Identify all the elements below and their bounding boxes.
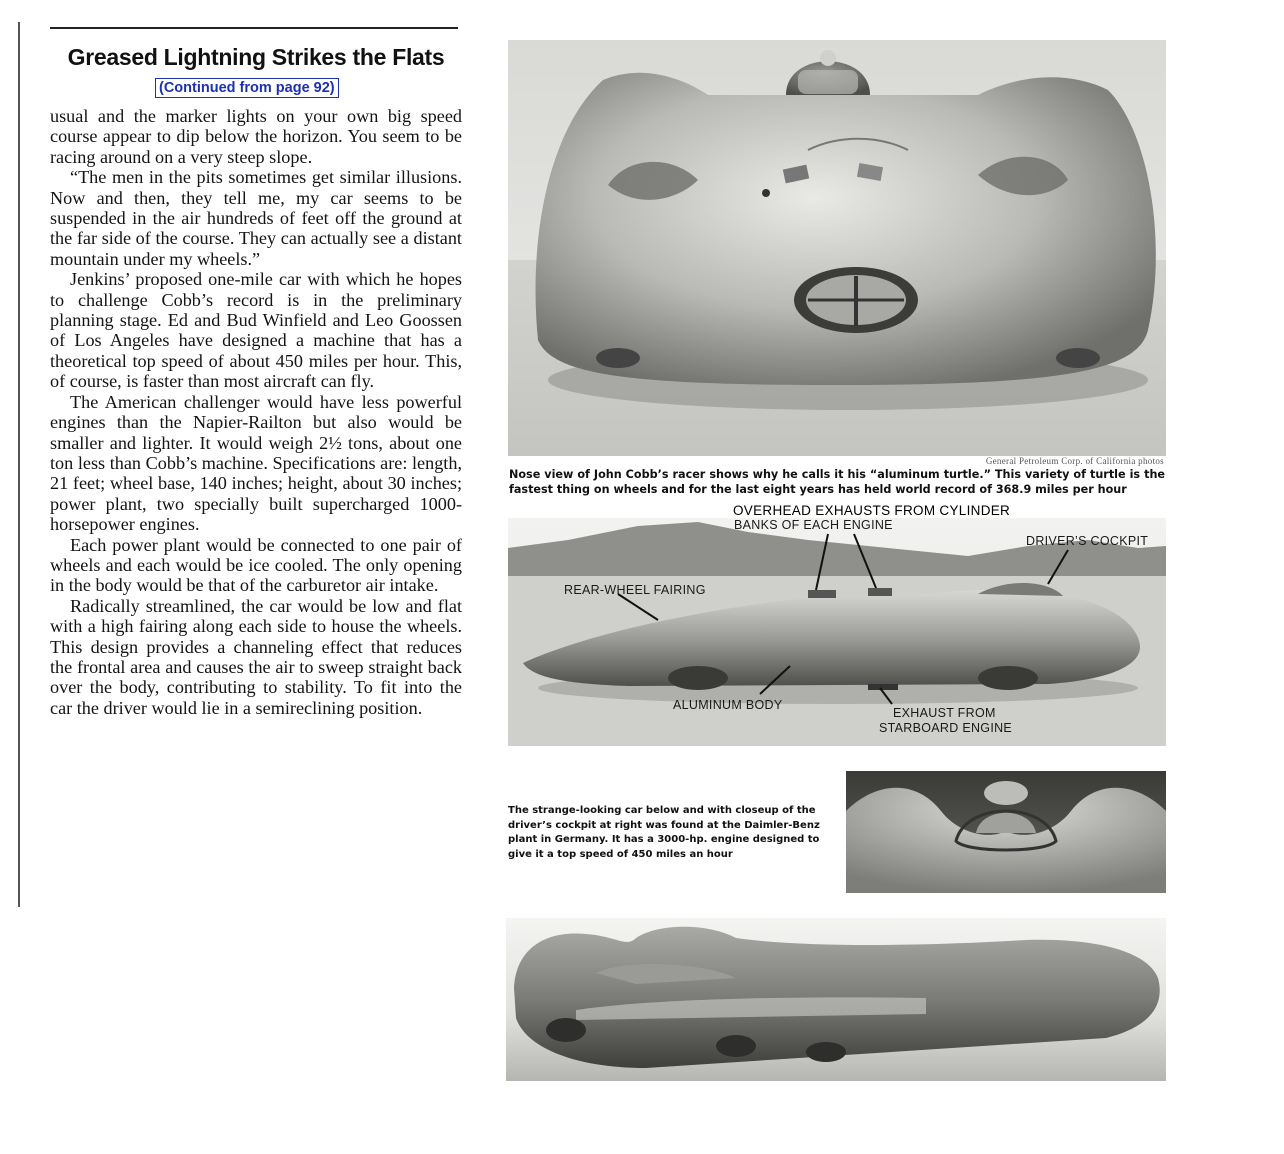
label-aluminum-body: ALUMINUM BODY xyxy=(673,698,783,712)
caption-daimler-benz: The strange-looking car below and with closeup of the driver’s cockpit at right was found at the Daimler-Benz plant in Germany. It has a 3000-hp. engine designed to give it a top speed of 450 miles an hour xyxy=(508,805,820,860)
label-exhaust-line1: EXHAUST FROM xyxy=(893,706,996,720)
caption-turtle: Nose view of John Cobb’s racer shows why he calls it his “aluminum turtle.” This variety of turtle is the fastest thing on wheels and for the last eight years has held world record of 368.9 miles per hour xyxy=(509,468,1165,496)
label-overhead-exhausts: OVERHEAD EXHAUSTS FROM CYLINDER xyxy=(733,503,1011,518)
paragraph: The American challenger would have less powerful engines than the Napier-Railton but also would be smaller and lighter. It would weigh 2½ tons, about one ton less than Cobb’s machine. Specifications are: length, 21 feet; wheel base, 140 inches; height, about 30 inches; power plant, two specially built supercharged 1000-horsepower engines. xyxy=(50,391,462,535)
label-drivers-cockpit: DRIVER’S COCKPIT xyxy=(1026,534,1149,548)
article-headline: Greased Lightning Strikes the Flats xyxy=(67,44,445,70)
article-body xyxy=(50,106,462,718)
photo-credit: General Petroleum Corp. of California photos xyxy=(985,456,1164,466)
top-rule xyxy=(50,27,458,29)
paragraph: usual and the marker lights on your own big speed course appear to dip below the horizon. You seem to be racing around on a very steep slope. xyxy=(50,106,462,167)
photo-proposed-car-side-view xyxy=(508,518,1166,746)
label-rear-wheel-fairing: REAR-WHEEL FAIRING xyxy=(564,583,706,597)
paragraph: Each power plant would be connected to one pair of wheels and each would be ice cooled. The only opening in the body would be that of the carburetor air intake. xyxy=(50,534,462,596)
paragraph: “The men in the pits sometimes get similar illusions. Now and then, they tell me, my car seems to be suspended in the air hundreds of feet off the ground at the far side of the course. They can actually see a distant mountain under my wheels.” xyxy=(50,167,462,269)
left-margin-rule xyxy=(18,22,20,907)
label-cylinder-banks: BANKS OF EACH ENGINE xyxy=(734,518,893,532)
photo-turtle-nose-view xyxy=(508,40,1166,456)
continued-link[interactable]: (Continued from page 92) xyxy=(155,78,339,98)
paragraph: Jenkins’ proposed one-mile car with which he hopes to challenge Cobb’s record is in the preliminary planning stage. Ed and Bud Winfield and Leo Goossen of Los Angeles have designed a machine that has a theoretical top speed of about 450 miles per hour. This, of course, is faster than most aircraft can fly. xyxy=(50,269,462,392)
photo-cockpit-closeup xyxy=(846,771,1166,893)
paragraph: Radically streamlined, the car would be low and flat with a high fairing along each side to house the wheels. This design provides a channeling effect that reduces the frontal area and causes the air to sweep straight back over the body, contributing to stability. To fit into the car the driver would lie in a semireclining position. xyxy=(50,595,462,718)
label-exhaust-line2: STARBOARD ENGINE xyxy=(879,721,1013,735)
photo-daimler-benz-car xyxy=(506,918,1166,1081)
